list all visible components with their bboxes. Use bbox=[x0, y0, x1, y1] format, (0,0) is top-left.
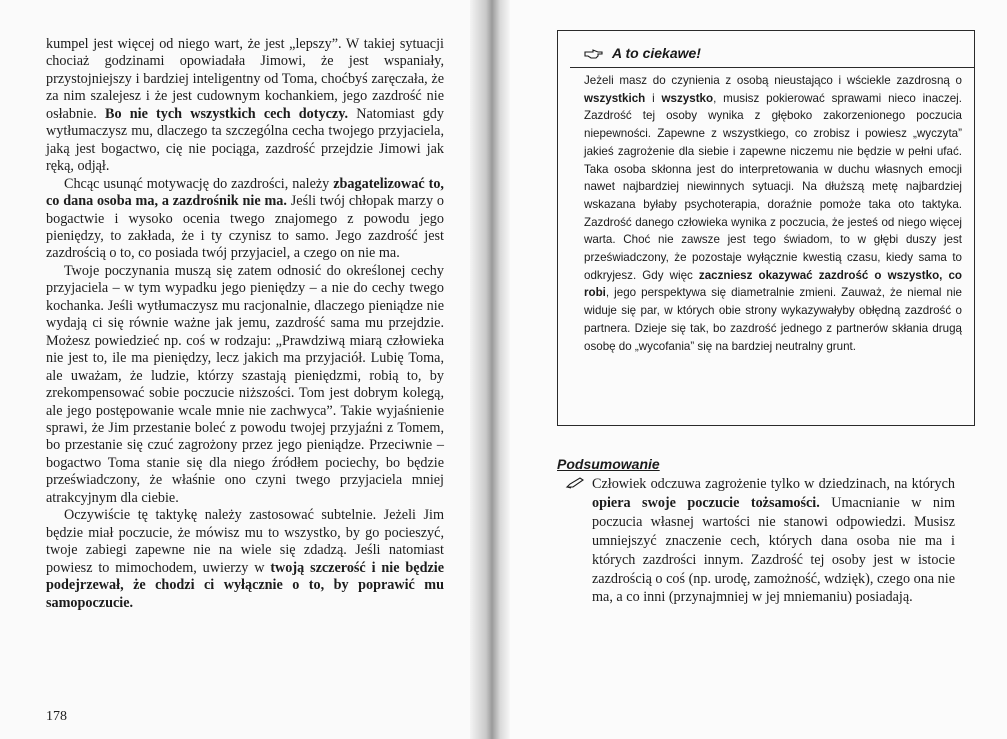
pointing-hand-icon bbox=[584, 48, 604, 60]
text-run: Człowiek odczuwa zagrożenie tylko w dziedzinach, na których bbox=[592, 476, 955, 492]
text-run: Chcąc usunąć motywację do zazdrości, należy bbox=[64, 175, 334, 192]
text-run: , jego perspektywa się diametralnie zmieni. Zauważ, że niemal nie widuje się par, w których obie strony wykazywałyby obłędną zazdrość o partnera. Dzieje się tak, bo zazdrość jednego z partnerów skłania drugą osobę do „wycofania” się na bardziej neutralny grunt. bbox=[584, 286, 962, 353]
bold-run: twoją szczerość i nie będzie podejrzewał, że chodzi ci wyłącznie o to, by poprawić mu samopoczucie. bbox=[46, 559, 444, 611]
text-run: Umacnianie w nim poczucia własnej wartości nie stanowi odpowiedzi. Musisz umniejszyć znaczenie cech, których dana osoba nie ma i których zazdrości innym. Zazdrość tej osoby jest w istocie zazdrością o coś (np. urodę, zamożność, wdzięk), czego ona nie ma, a co inni (przynajmniej w jej mniemaniu) posiadają. bbox=[592, 494, 955, 606]
text-run: Jeżeli masz do czynienia z osobą nieustająco i wściekle zazdrosną o bbox=[584, 74, 962, 87]
bold-run: Bo nie tych wszystkich cech dotyczy. bbox=[105, 105, 349, 122]
text-run: Twoje poczynania muszą się zatem odnosić do określonej cechy przyjaciela – w tym wypadku jego pieniędzy – a nie do cechy twego kochanka. Jeśli wytłumaczysz mu racjonalnie, dlaczego pieniądze nie wydają ci się równie ważne jak jemu, zazdrość sama mu przejdzie. Możesz powiedzieć np. coś w rodzaju: „Prawdziwą miarą człowieka nie jest to, ile ma pieniędzy, lecz jakich ma przyjaciół. Lubię Toma, ale uważam, że ludzie, którzy szastają pieniędzmi, robią to, by zrekompensować sobie poczucie niższości. Tom jest dobrym kolegą, ale jego postępowanie wcale mnie nie zachwyca”. Takie wyjaśnienie sprawi, że Jim przestanie boleć z powodu twojej przyjaźni z Tomem, bo przestanie się czuć zagrożony przez jego pieniądze. Przeciwnie – bogactwo Toma stanie się dla niego źródłem pociechy, bo będzie przeświadczony, że właśnie ono czyni twego przyjaciela mniej atrakcyjnym dla ciebie. bbox=[46, 262, 444, 506]
page-number: 178 bbox=[46, 709, 67, 724]
text-run: Natomiast gdy wytłumaczysz mu, dlaczego ta szczególna cecha twojego przyjaciela, jaką jest bogactwo, cię nie pociąga, zazdrość przejdzie Jimowi jak ręką, odjął. bbox=[46, 105, 444, 175]
summary-text bbox=[592, 475, 955, 607]
text-run: Jeśli twój chłopak marzy o bogactwie i wysoko ocenia twego znajomego z powodu jego pieniędzy, to zakłada, że i ty czynisz to samo. Jego zazdrość jest zazdrością o to, co posiada twój przyjaciel, a czego on nie ma. bbox=[46, 193, 444, 262]
paragraph bbox=[46, 36, 444, 176]
info-box-body bbox=[584, 72, 962, 355]
text-run: , musisz pokierować sprawami nieco inaczej. Zazdrość tej osoby wynika z głęboko zakorzenionego poczucia niepewności. Zapewne z wszystkiego, co zrobisz i powiesz „wyczyta” jakieś zagrożenie dla siebie i zapewne niczemu nie będzie w pełni ufać. Taka osoba skłonna jest do interpretowania w duchu własnych emocji nawet najbardziej niewinnych sytuacji. Na dłuższą metę najbardziej wskazana byłaby psychoterapia, doraźnie pomoże taka oto taktyka. Zazdrość danego człowieka wynika z poczucia, że jesteś od niego więcej warta. Choć nie zawsze jest tego świadom, to w głębi duszy jest przeświadczony, że pozostaje wyłącznie kwestią czasu, kiedy sama to odkryjesz. Gdy więc bbox=[584, 91, 962, 282]
text-run: kumpel jest więcej od niego wart, że jest „lepszy”. W takiej sytuacji chociaż godzinami opowiadała Jimowi, że jest wspaniały, przystojniejszy i bardziej inteligentny od Toma, choćbyś zaręczała, że za nim szalejesz i że jest cudownym kochankiem, jego zazdrość nie osłabnie. bbox=[46, 36, 444, 122]
text-run: Oczywiście tę taktykę należy zastosować subtelnie. Jeżeli Jim będzie miał poczucie, że mówisz mu to wszystko, by go pocieszyć, twoje zabiegi zapewne nie na wiele się zdadzą. Jeśli natomiast powiesz to mimochodem, uwierzy w bbox=[46, 507, 444, 576]
pen-icon bbox=[565, 477, 585, 489]
bold-run: wszystko bbox=[661, 91, 714, 105]
left-page-text bbox=[46, 36, 444, 612]
book-gutter bbox=[470, 0, 510, 739]
paragraph bbox=[46, 176, 444, 263]
paragraph bbox=[46, 507, 444, 612]
bold-run: zbagatelizować to, co dana osoba ma, a zazdrośnik nie ma. bbox=[46, 175, 444, 210]
info-box-header bbox=[570, 43, 974, 68]
bold-run: opiera swoje poczucie tożsamości. bbox=[592, 494, 820, 511]
info-box bbox=[557, 30, 975, 426]
text-run: i bbox=[645, 91, 662, 105]
paragraph bbox=[46, 263, 444, 507]
bold-run: wszystkich bbox=[584, 91, 646, 105]
left-page bbox=[0, 0, 492, 739]
summary-heading: Podsumowanie bbox=[557, 456, 660, 472]
info-box-title: A to ciekawe! bbox=[612, 45, 701, 62]
bold-run: zaczniesz okazywać zazdrość o wszystko, co robi bbox=[584, 268, 962, 300]
